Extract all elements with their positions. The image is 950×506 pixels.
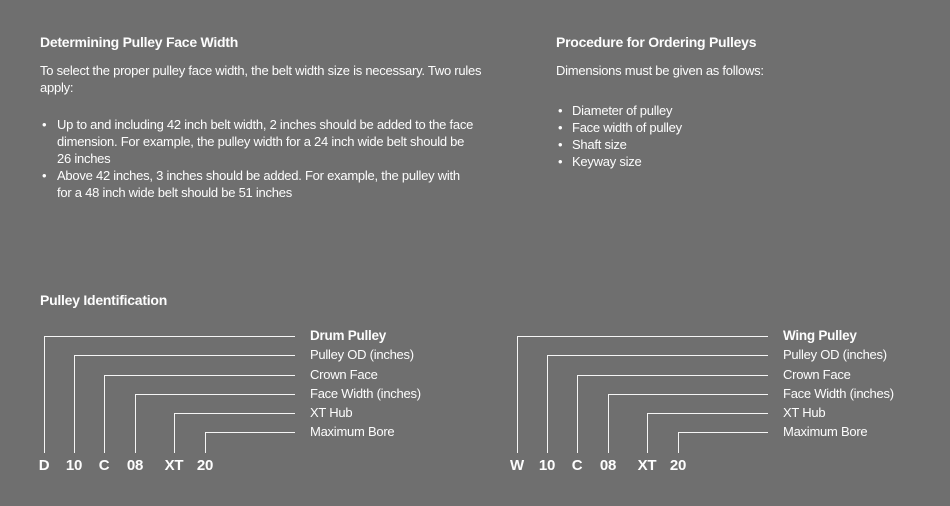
bullet-text: Up to and including 42 inch belt width, 2 inches should be added to the face dimension. For example, the pulley width for a 24 inch wide belt should be 26 inches (57, 117, 474, 166)
code-segment-hub: XT (637, 457, 657, 474)
face-width-section-title: Determining Pulley Face Width (40, 34, 238, 50)
diagram-label-crown-face: Crown Face (310, 367, 378, 382)
bullet-dot-icon: • (42, 168, 47, 183)
pulley-identification-title: Pulley Identification (40, 292, 167, 308)
connector-hline (577, 375, 768, 376)
code-segment-crown: C (98, 457, 110, 474)
connector-hline (517, 336, 768, 337)
code-segment-face-width: 08 (126, 457, 144, 474)
ordering-bullet-item (556, 119, 916, 136)
face-width-bullet-item (40, 116, 474, 167)
bullet-text: Face width of pulley (572, 120, 682, 135)
ordering-intro: Dimensions must be given as follows: (556, 63, 764, 78)
ordering-bullet-item (556, 136, 916, 153)
connector-vline (647, 413, 648, 453)
code-segment-type: D (38, 457, 50, 474)
connector-vline (608, 394, 609, 453)
code-segment-face-width: 08 (599, 457, 617, 474)
connector-vline (547, 355, 548, 453)
bullet-text: Above 42 inches, 3 inches should be added. For example, the pulley with for a 48 inch wide belt should be 51 inches (57, 168, 460, 200)
code-segment-bore: 20 (669, 457, 687, 474)
code-segment-od: 10 (538, 457, 556, 474)
drum-pulley-code-diagram (0, 320, 475, 495)
code-segment-crown: C (571, 457, 583, 474)
bullet-text: Shaft size (572, 137, 627, 152)
diagram-label-face-width: Face Width (inches) (783, 386, 894, 401)
connector-vline (517, 336, 518, 453)
code-segment-od: 10 (65, 457, 83, 474)
connector-hline (547, 355, 768, 356)
diagram-label-face-width: Face Width (inches) (310, 386, 421, 401)
bullet-dot-icon: • (558, 154, 563, 169)
connector-vline (678, 432, 679, 453)
connector-hline (135, 394, 295, 395)
connector-vline (205, 432, 206, 453)
face-width-bullet-list (40, 116, 474, 201)
connector-vline (104, 375, 105, 453)
diagram-label-pulley-od: Pulley OD (inches) (783, 347, 887, 362)
bullet-dot-icon: • (558, 103, 563, 118)
bullet-dot-icon: • (558, 137, 563, 152)
face-width-bullet-item (40, 167, 474, 201)
connector-vline (135, 394, 136, 453)
section-ordering-procedure (556, 33, 916, 170)
diagram-label-crown-face: Crown Face (783, 367, 851, 382)
face-width-intro: To select the proper pulley face width, the belt width size is necessary. Two rules apply: (40, 63, 482, 95)
connector-hline (174, 413, 295, 414)
connector-vline (74, 355, 75, 453)
ordering-bullet-item (556, 102, 916, 119)
diagram-label-pulley-type: Wing Pulley (783, 328, 857, 343)
bullet-dot-icon: • (558, 120, 563, 135)
connector-hline (44, 336, 295, 337)
code-segment-hub: XT (164, 457, 184, 474)
diagram-label-pulley-od: Pulley OD (inches) (310, 347, 414, 362)
connector-vline (577, 375, 578, 453)
code-segment-bore: 20 (196, 457, 214, 474)
code-segment-type: W (510, 457, 524, 474)
diagram-label-xt-hub: XT Hub (783, 405, 826, 420)
connector-hline (74, 355, 295, 356)
connector-vline (44, 336, 45, 453)
ordering-bullet-item (556, 153, 916, 170)
connector-hline (608, 394, 768, 395)
connector-hline (678, 432, 768, 433)
connector-hline (205, 432, 295, 433)
section-determining-face-width (40, 33, 482, 201)
connector-vline (174, 413, 175, 453)
connector-hline (104, 375, 295, 376)
bullet-dot-icon: • (42, 117, 47, 132)
diagram-label-max-bore: Maximum Bore (783, 424, 868, 439)
diagram-label-xt-hub: XT Hub (310, 405, 353, 420)
ordering-section-title: Procedure for Ordering Pulleys (556, 34, 757, 50)
diagram-label-max-bore: Maximum Bore (310, 424, 395, 439)
connector-hline (647, 413, 768, 414)
bullet-text: Keyway size (572, 154, 642, 169)
wing-pulley-code-diagram (473, 320, 948, 495)
ordering-bullet-list (556, 102, 916, 170)
diagram-label-pulley-type: Drum Pulley (310, 328, 387, 343)
bullet-text: Diameter of pulley (572, 103, 673, 118)
